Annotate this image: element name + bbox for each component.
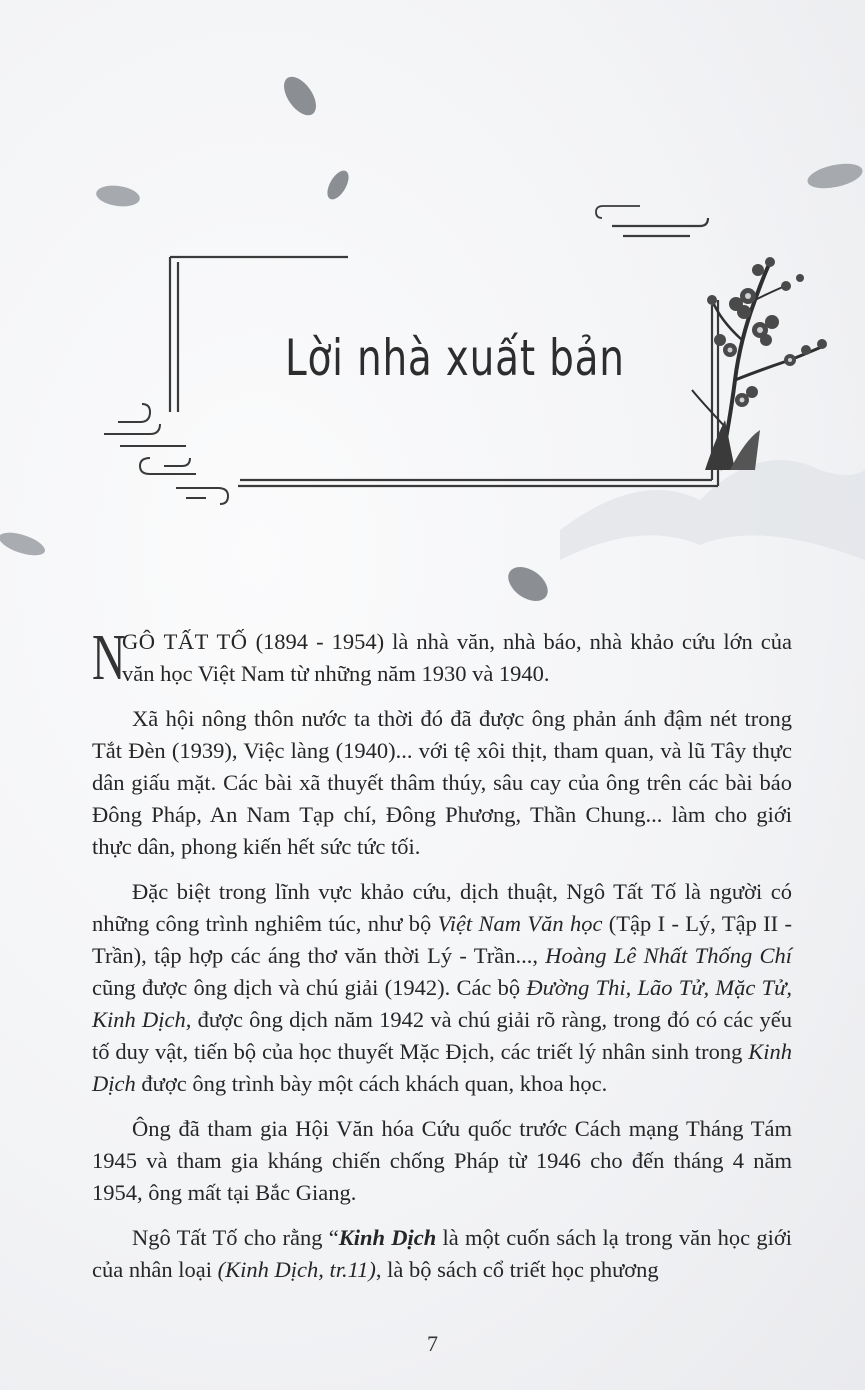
body-text — [92, 621, 793, 1299]
book-title: Hoàng Lê Nhất Thống Chí — [545, 943, 793, 968]
page-number: 7 — [427, 1331, 438, 1356]
decorative-ornament — [0, 0, 865, 620]
page-title: Lời nhà xuất bản — [285, 329, 625, 387]
paragraph-research: Đặc biệt trong lĩnh vực khảo cứu, dịch thuật, Ngô Tất Tố là người có những công trình nghiêm túc, như bộ Việt Nam Văn học (Tập I - Lý, Tập II - Trần), tập hợp các áng thơ văn thời Lý - Trần..., Hoàng Lê Nhất Thống Chí cũng được ông dịch và chú giải (1942). Các bộ Đường Thi, Lão Tử, Mặc Tử, Kinh Dịch, được ông dịch năm 1942 và chú giải rõ ràng, trong đó có các yếu tố duy vật, tiến bộ của học thuyết Mặc Địch, các triết lý nhân sinh trong Kinh Dịch được ông trình bày một cách khách quan, khoa học. — [92, 879, 793, 1096]
cloud-swirl-icon — [104, 404, 228, 504]
paragraph-society: Xã hội nông thôn nước ta thời đó đã được ông phản ánh đậm nét trong Tắt Đèn (1939), Việc làng (1940)... với tệ xôi thịt, tham quan, và lũ Tây thực dân giấu mặt. Các bài xã thuyết thâm thúy, sâu cay của ông trên các bài báo Đông Pháp, An Nam Tạp chí, Đông Phương, Thần Chung... làm cho giới thực dân, phong kiến hết sức tức tối. — [92, 706, 792, 859]
book-title: Kinh Dịch — [92, 1039, 792, 1096]
cloud-swirl-icon — [596, 206, 640, 226]
paragraph-intro — [92, 621, 792, 694]
book-title: Việt Nam Văn học — [437, 911, 603, 936]
paragraph-resistance: Ông đã tham gia Hội Văn hóa Cứu quốc trước Cách mạng Tháng Tám 1945 và tham gia kháng chiến chống Pháp từ 1946 cho đến tháng 4 năm 1954, ông mất tại Bắc Giang. — [92, 1116, 792, 1205]
citation: (Kinh Dịch, tr.11) — [217, 1257, 376, 1282]
paragraph-text: (1894 - 1954) là nhà văn, nhà báo, nhà khảo cứu lớn của văn học Việt Nam từ những năm 1930 và 1940. — [122, 629, 792, 686]
dropcap-letter: N — [92, 621, 126, 694]
paragraph-kinh-dich: Ngô Tất Tố cho rằng “Kinh Dịch là một cuốn sách lạ trong văn học giới của nhân loại (Kinh Dịch, tr.11), là bộ sách cổ triết học phương — [92, 1225, 792, 1282]
author-name-caps: GÔ TẤT TỐ — [122, 629, 248, 654]
book-title: Kinh Dịch — [338, 1225, 437, 1250]
book-title: Đường Thi, Lão Tử, Mặc Tử, Kinh Dịch, — [92, 975, 793, 1032]
